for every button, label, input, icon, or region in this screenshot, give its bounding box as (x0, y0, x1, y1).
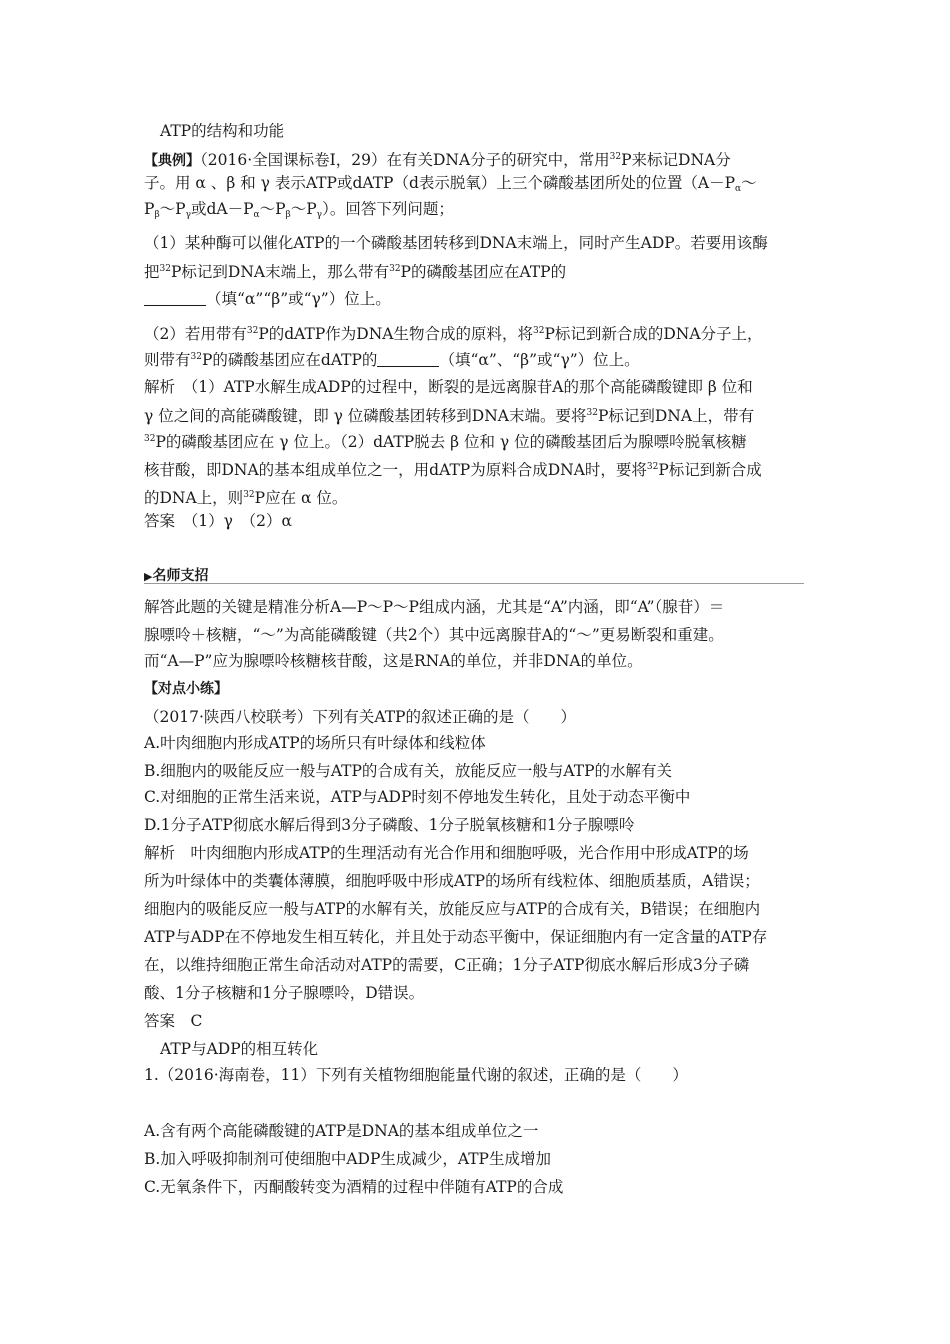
example-line-1: 【典例】（2016·全国课标卷Ⅰ，29）在有关DNA分子的研究中，常用$^{32}$P来标记DNA分 (144, 151, 731, 169)
analysis-line-5: 的DNA上，则$^{32}$P应在 α 位。 (144, 489, 348, 507)
example-line-3: $P_\beta\sim P_\gamma$或$dA-P_\alpha\sim P_\beta\sim P_\gamma$）。回答下列问题； (144, 200, 454, 220)
example-line-2: 子。用 α 、β 和 γ 表示ATP或dATP（d表示脱氧）上三个磷酸基团所处的位置（$A-P_\alpha\sim$ (144, 174, 757, 194)
section-title-atp-adp: ATP与ADP的相互转化 (160, 1040, 319, 1058)
analysis-line-1: 解析 （1）ATP水解生成ADP的过程中，断裂的是远离腺苷A的那个高能磷酸键即 β 位和 (144, 378, 753, 396)
practice-analysis-line-1: 解析 叶肉细胞内形成ATP的生理活动有光合作用和细胞呼吸，光合作用中形成ATP的场 (144, 844, 749, 862)
practice-option-d: D.1分子ATP彻底水解后得到3分子磷酸、1分子脱氧核糖和1分子腺嘌呤 (144, 816, 635, 834)
question-2-line-2: 则带有$^{32}$P的磷酸基团应在dATP的 （填“α”、“β”或“γ”）位上。 (144, 351, 640, 369)
answer-blank (144, 289, 206, 306)
section2-option-c: C.无氧条件下，丙酮酸转变为酒精的过程中伴随有ATP的合成 (144, 1178, 564, 1196)
analysis-line-4: 核苷酸，即DNA的基本组成单位之一，用dATP为原料合成DNA时，要将$^{32}$P标记到新合成 (144, 461, 762, 479)
section2-option-b: B.加入呼吸抑制剂可使细胞中ADP生成减少，ATP生成增加 (144, 1150, 551, 1168)
practice-analysis-line-2: 所为叶绿体中的类囊体薄膜，细胞呼吸中形成ATP的场所有线粒体、细胞质基质，A错误； (144, 872, 760, 890)
section-title-atp-structure: ATP的结构和功能 (160, 122, 285, 140)
question-2-line-1: （2）若用带有$^{32}$P的dATP作为DNA生物合成的原料，将$^{32}$P标记到新合成的DNA分子上， (144, 325, 763, 343)
practice-analysis-line-6: 酸、1分子核糖和1分子腺嘌呤，D错误。 (144, 984, 425, 1002)
practice-option-b: B.细胞内的吸能反应一般与ATP的合成有关，放能反应一般与ATP的水解有关 (144, 762, 673, 780)
practice-answer: 答案 C (144, 1012, 203, 1030)
practice-analysis-line-4: ATP与ADP在不停地发生相互转化，并且处于动态平衡中，保证细胞内有一定含量的ATP存 (144, 928, 768, 946)
tips-line-3: 而“A—P”应为腺嘌呤核糖核苷酸，这是RNA的单位，并非DNA的单位。 (144, 652, 643, 670)
answer-blank (377, 350, 439, 367)
practice-analysis-line-5: 在，以维持细胞正常生命活动对ATP的需要，C正确；1分子ATP彻底水解后形成3分子磷 (144, 956, 750, 974)
tips-divider (144, 583, 804, 584)
tips-line-2: 腺嘌呤＋核糖，“～”为高能磷酸键（共2个）其中远离腺苷A的“～”更易断裂和重建。 (144, 626, 724, 644)
practice-option-a: A.叶肉细胞内形成ATP的场所只有叶绿体和线粒体 (144, 734, 486, 752)
practice-question: （2017·陕西八校联考）下列有关ATP的叙述正确的是（ ） (144, 708, 576, 726)
practice-analysis-line-3: 细胞内的吸能反应一般与ATP的水解有关，放能反应与ATP的合成有关，B错误；在细胞内 (144, 900, 761, 918)
analysis-line-3: $^{32}$P的磷酸基团应在 γ 位上。（2）dATP脱去 β 位和 γ 位的磷酸基团后为腺嘌呤脱氧核糖 (144, 433, 747, 451)
practice-option-c: C.对细胞的正常生活来说，ATP与ADP时刻不停地发生转化，且处于动态平衡中 (144, 788, 691, 806)
tips-line-1: 解答此题的关键是精准分析A—P～P～P组成内涵，尤其是“A”内涵，即“A”（腺苷）＝ (144, 598, 725, 616)
example-tag: 【典例】 (144, 153, 200, 169)
question-1-line-3: （填“α”“β”或“γ”）位上。 (144, 288, 391, 310)
question-1-line-2: 把$^{32}$P标记到DNA末端上，那么带有$^{32}$P的磷酸基团应在ATP的 (144, 263, 567, 281)
tips-heading: ▶名师支招 (144, 568, 209, 584)
section2-option-a: A.含有两个高能磷酸键的ATP是DNA的基本组成单位之一 (144, 1122, 539, 1140)
triangle-icon: ▶ (144, 570, 153, 583)
section2-question: 1.（2016·海南卷，11）下列有关植物细胞能量代谢的叙述，正确的是（ ） (144, 1066, 688, 1084)
analysis-line-2: γ 位之间的高能磷酸键，即 γ 位磷酸基团转移到DNA末端。要将$^{32}$P标记到DNA上，带有 (144, 407, 755, 425)
practice-tag: 【对点小练】 (144, 681, 228, 697)
question-1-line-1: （1）某种酶可以催化ATP的一个磷酸基团转移到DNA末端上，同时产生ADP。若要用该酶 (144, 234, 768, 252)
answer-line: 答案 （1）γ （2）α (144, 512, 292, 530)
